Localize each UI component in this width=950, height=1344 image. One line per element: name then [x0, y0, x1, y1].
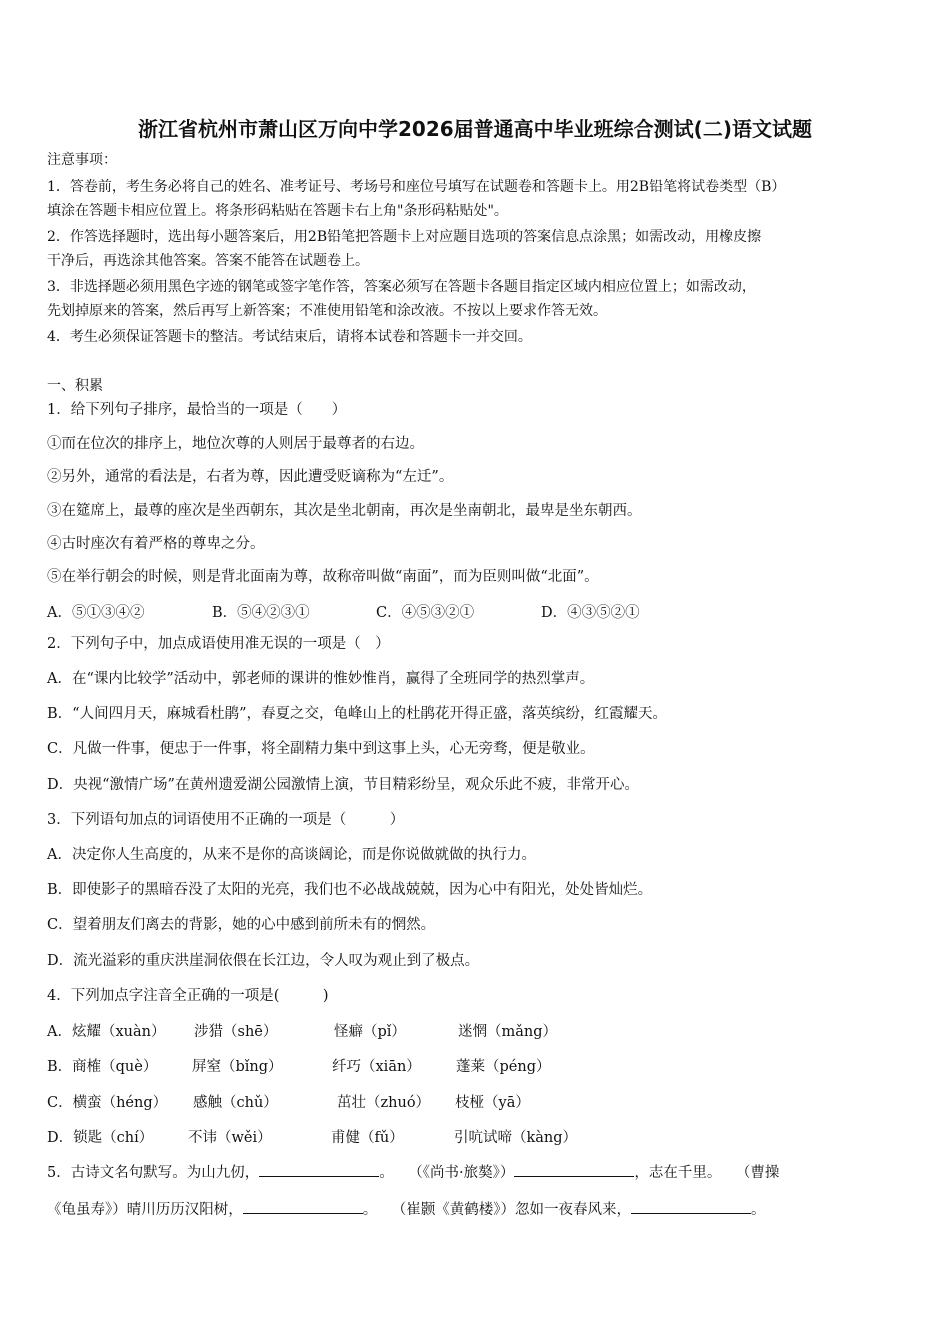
q1-option-a: A．⑤①③④② [47, 605, 145, 621]
q1-option-b: B．⑤④②③① [212, 605, 310, 621]
q5-part-4: 《龟虽寿》）晴川历历汉阳树， [47, 1202, 243, 1218]
q3-option-a: A．决定你人生高度的，从来不是你的高谈阔论，而是你说做就做的执行力。 [47, 847, 536, 863]
q3-option-d: D．流光溢彩的重庆洪崖洞依偎在长江边，令人叹为观止到了极点。 [47, 953, 480, 969]
q1-sentence-3: ③在筵席上，最尊的座次是坐西朝东，其次是坐北朝南，再次是坐南朝北，最卑是坐东朝西。 [47, 503, 642, 519]
notes-line-1: 1．答卷前，考生务必将自己的姓名、准考证号、考场号和座位号填写在试题卷和答题卡上。用2B铅笔将试卷类型（B） [47, 179, 786, 195]
notes-line-3: 2．作答选择题时，选出每小题答案后，用2B铅笔把答题卡上对应题目选项的答案信息点涂黑；如需改动，用橡皮擦 [47, 229, 762, 245]
q1-stem: 1．给下列句子排序，最恰当的一项是（ ） [47, 402, 347, 418]
q4-d-4: 引吭试啼（kàng） [454, 1130, 578, 1146]
q1-sentence-2: ②另外，通常的看法是，右者为尊，因此遭受贬谪称为“左迁”。 [47, 469, 454, 485]
q3-stem: 3．下列语句加点的词语使用不正确的一项是（ ） [47, 812, 405, 828]
section-heading: 一、积累 [47, 378, 103, 394]
q1-option-d: D．④③⑤②① [541, 605, 640, 621]
q1-sentence-5: ⑤在举行朝会的时候，则是背北面南为尊，故称帝叫做“南面”，而为臣则叫做“北面”。 [47, 569, 599, 585]
q3-option-b: B．即使影子的黑暗吞没了太阳的光亮，我们也不必战战兢兢，因为心中有阳光，处处皆灿烂。 [47, 882, 653, 898]
q4-d-2: 不讳（wěi） [188, 1130, 272, 1146]
notes-line-4: 干净后，再选涂其他答案。答案不能答在试题卷上。 [47, 253, 369, 269]
q4-b-2: 屏窒（bǐng） [192, 1059, 283, 1075]
q2-option-b: B．“人间四月天，麻城看杜鹃”，春夏之交，龟峰山上的杜鹃花开得正盛，落英缤纷，红霞耀天。 [47, 706, 667, 722]
q4-a-1: A．炫耀（xuàn） [47, 1024, 166, 1040]
notes-line-6: 先划掉原来的答案，然后再写上新答案；不准使用铅笔和涂改液。不按以上要求作答无效。 [47, 303, 607, 319]
q2-option-d: D．央视“激情广场”在黄州遗爱湖公园激情上演，节目精彩纷呈，观众乐此不疲，非常开心。 [47, 777, 639, 793]
q5-blank-1[interactable] [259, 1162, 379, 1177]
q1-option-c: C．④⑤③②① [376, 605, 475, 621]
q4-stem: 4．下列加点字注音全正确的一项是( ) [47, 988, 329, 1004]
q4-c-1: C．横蛮（héng） [47, 1095, 168, 1111]
q5-blank-3[interactable] [243, 1199, 363, 1214]
notes-line-7: 4．考生必须保证答题卡的整洁。考试结束后，请将本试卷和答题卡一并交回。 [47, 329, 532, 345]
q4-b-1: B．商榷（què） [47, 1059, 158, 1075]
q5-part-5: 。 （崔颢《黄鹤楼》）忽如一夜春风来， [362, 1202, 631, 1218]
q1-sentence-1: ①而在位次的排序上，地位次尊的人则居于最尊者的右边。 [47, 436, 424, 452]
q3-option-c: C．望着朋友们离去的背影，她的心中感到前所未有的惘然。 [47, 917, 436, 933]
q5-blank-2[interactable] [514, 1162, 634, 1177]
q4-b-3: 纤巧（xiān） [332, 1059, 421, 1075]
q5-part-2: 。 （《尚书·旅獒》） [379, 1165, 515, 1181]
q5-part-3: ，志在千里。 （曹操 [634, 1165, 780, 1181]
q2-stem: 2．下列句子中，加点成语使用准无误的一项是（ ） [47, 636, 390, 652]
notes-line-5: 3．非选择题必须用黑色字迹的钢笔或签字笔作答，答案必须写在答题卡各题目指定区域内相应位置上；如需改动， [47, 279, 756, 295]
q5-line-1 [47, 1162, 779, 1183]
q5-blank-4[interactable] [631, 1199, 751, 1214]
q4-a-4: 迷惘（mǎng） [458, 1024, 558, 1040]
q4-a-3: 怪癖（pǐ） [334, 1024, 406, 1040]
notes-line-2: 填涂在答题卡相应位置上。将条形码粘贴在答题卡右上角"条形码粘贴处"。 [47, 203, 508, 219]
q4-b-4: 蓬莱（péng） [456, 1059, 551, 1075]
q1-sentence-4: ④古时座次有着严格的尊卑之分。 [47, 536, 265, 552]
q4-c-2: 感触（chǔ） [193, 1095, 278, 1111]
q4-d-1: D．锁匙（chí） [47, 1130, 154, 1146]
q5-part-6: 。 [751, 1202, 766, 1218]
notes-heading: 注意事项： [47, 152, 117, 168]
exam-title: 浙江省杭州市萧山区万向中学2026届普通高中毕业班综合测试(二)语文试题 [138, 117, 812, 141]
q4-d-3: 甫健（fǔ） [331, 1130, 404, 1146]
q2-option-c: C．凡做一件事，便忠于一件事，将全副精力集中到这事上头，心无旁骛，便是敬业。 [47, 741, 595, 757]
q5-part-1: 5．古诗文名句默写。为山九仞， [47, 1165, 260, 1181]
q4-c-4: 枝桠（yā） [455, 1095, 530, 1111]
q5-line-2 [47, 1199, 766, 1220]
q4-a-2: 涉猎（shē） [194, 1024, 278, 1040]
q2-option-a: A．在“课内比较学”活动中，郭老师的课讲的惟妙惟肖，赢得了全班同学的热烈掌声。 [47, 671, 595, 687]
q4-c-3: 茁壮（zhuó） [337, 1095, 431, 1111]
